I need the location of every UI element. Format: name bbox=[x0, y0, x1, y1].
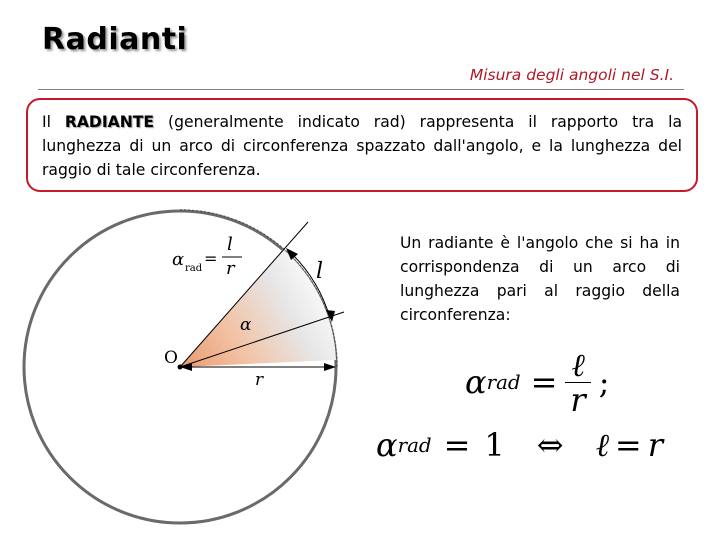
radius-label: r bbox=[255, 370, 264, 390]
f1-sub: rad bbox=[486, 370, 521, 394]
header-divider bbox=[38, 89, 684, 90]
diagram-formula-den: r bbox=[226, 258, 235, 279]
angle-label: α bbox=[240, 315, 252, 335]
definition-text: (generalmente indicato rad) rappresenta il rapporto tra la lunghezza di un arco di circonferenza spazzato dall'angolo, e la lunghezza del raggio di tale circonferenza. bbox=[42, 113, 683, 179]
f2-one: 1 bbox=[484, 426, 505, 464]
definition-prefix: Il bbox=[42, 113, 65, 131]
explanation-text: Un radiante è l'angolo che si ha in corrispondenza di un arco di lunghezza pari al raggio della circonferenza: bbox=[400, 234, 680, 324]
f2-iff-icon: ⇔ bbox=[536, 426, 564, 464]
f1-end: ; bbox=[598, 363, 610, 401]
page-title: Radianti bbox=[42, 22, 188, 57]
f2-eq2: = bbox=[614, 426, 642, 464]
f1-eq: = bbox=[530, 363, 558, 401]
f1-alpha: α bbox=[465, 363, 487, 401]
f1-num: ℓ bbox=[571, 345, 585, 384]
center-label: O bbox=[164, 348, 178, 368]
f2-ell: ℓ bbox=[595, 426, 609, 464]
radius-arrow-right bbox=[324, 363, 336, 371]
page-subtitle: Misura degli angoli nel S.I. bbox=[469, 66, 674, 84]
definition-keyword: RADIANTE bbox=[64, 113, 155, 131]
f2-eq: = bbox=[443, 426, 471, 464]
f2-sub: rad bbox=[397, 433, 432, 457]
f1-fraction bbox=[565, 345, 590, 419]
diagram-formula-sub: rad bbox=[185, 263, 203, 274]
f1-den: r bbox=[565, 382, 590, 417]
formula-radian-definition bbox=[465, 344, 610, 420]
formula-radian-equivalence bbox=[376, 424, 663, 466]
arc-label: l bbox=[316, 259, 324, 284]
center-point bbox=[178, 365, 183, 370]
definition-box bbox=[26, 98, 698, 192]
diagram-formula-num: l bbox=[227, 234, 233, 255]
f2-alpha: α bbox=[376, 426, 398, 464]
diagram-formula-alpha: α bbox=[172, 249, 185, 270]
f2-r: r bbox=[647, 426, 664, 464]
diagram-formula-eq: = bbox=[204, 249, 218, 268]
radian-diagram bbox=[0, 195, 380, 525]
